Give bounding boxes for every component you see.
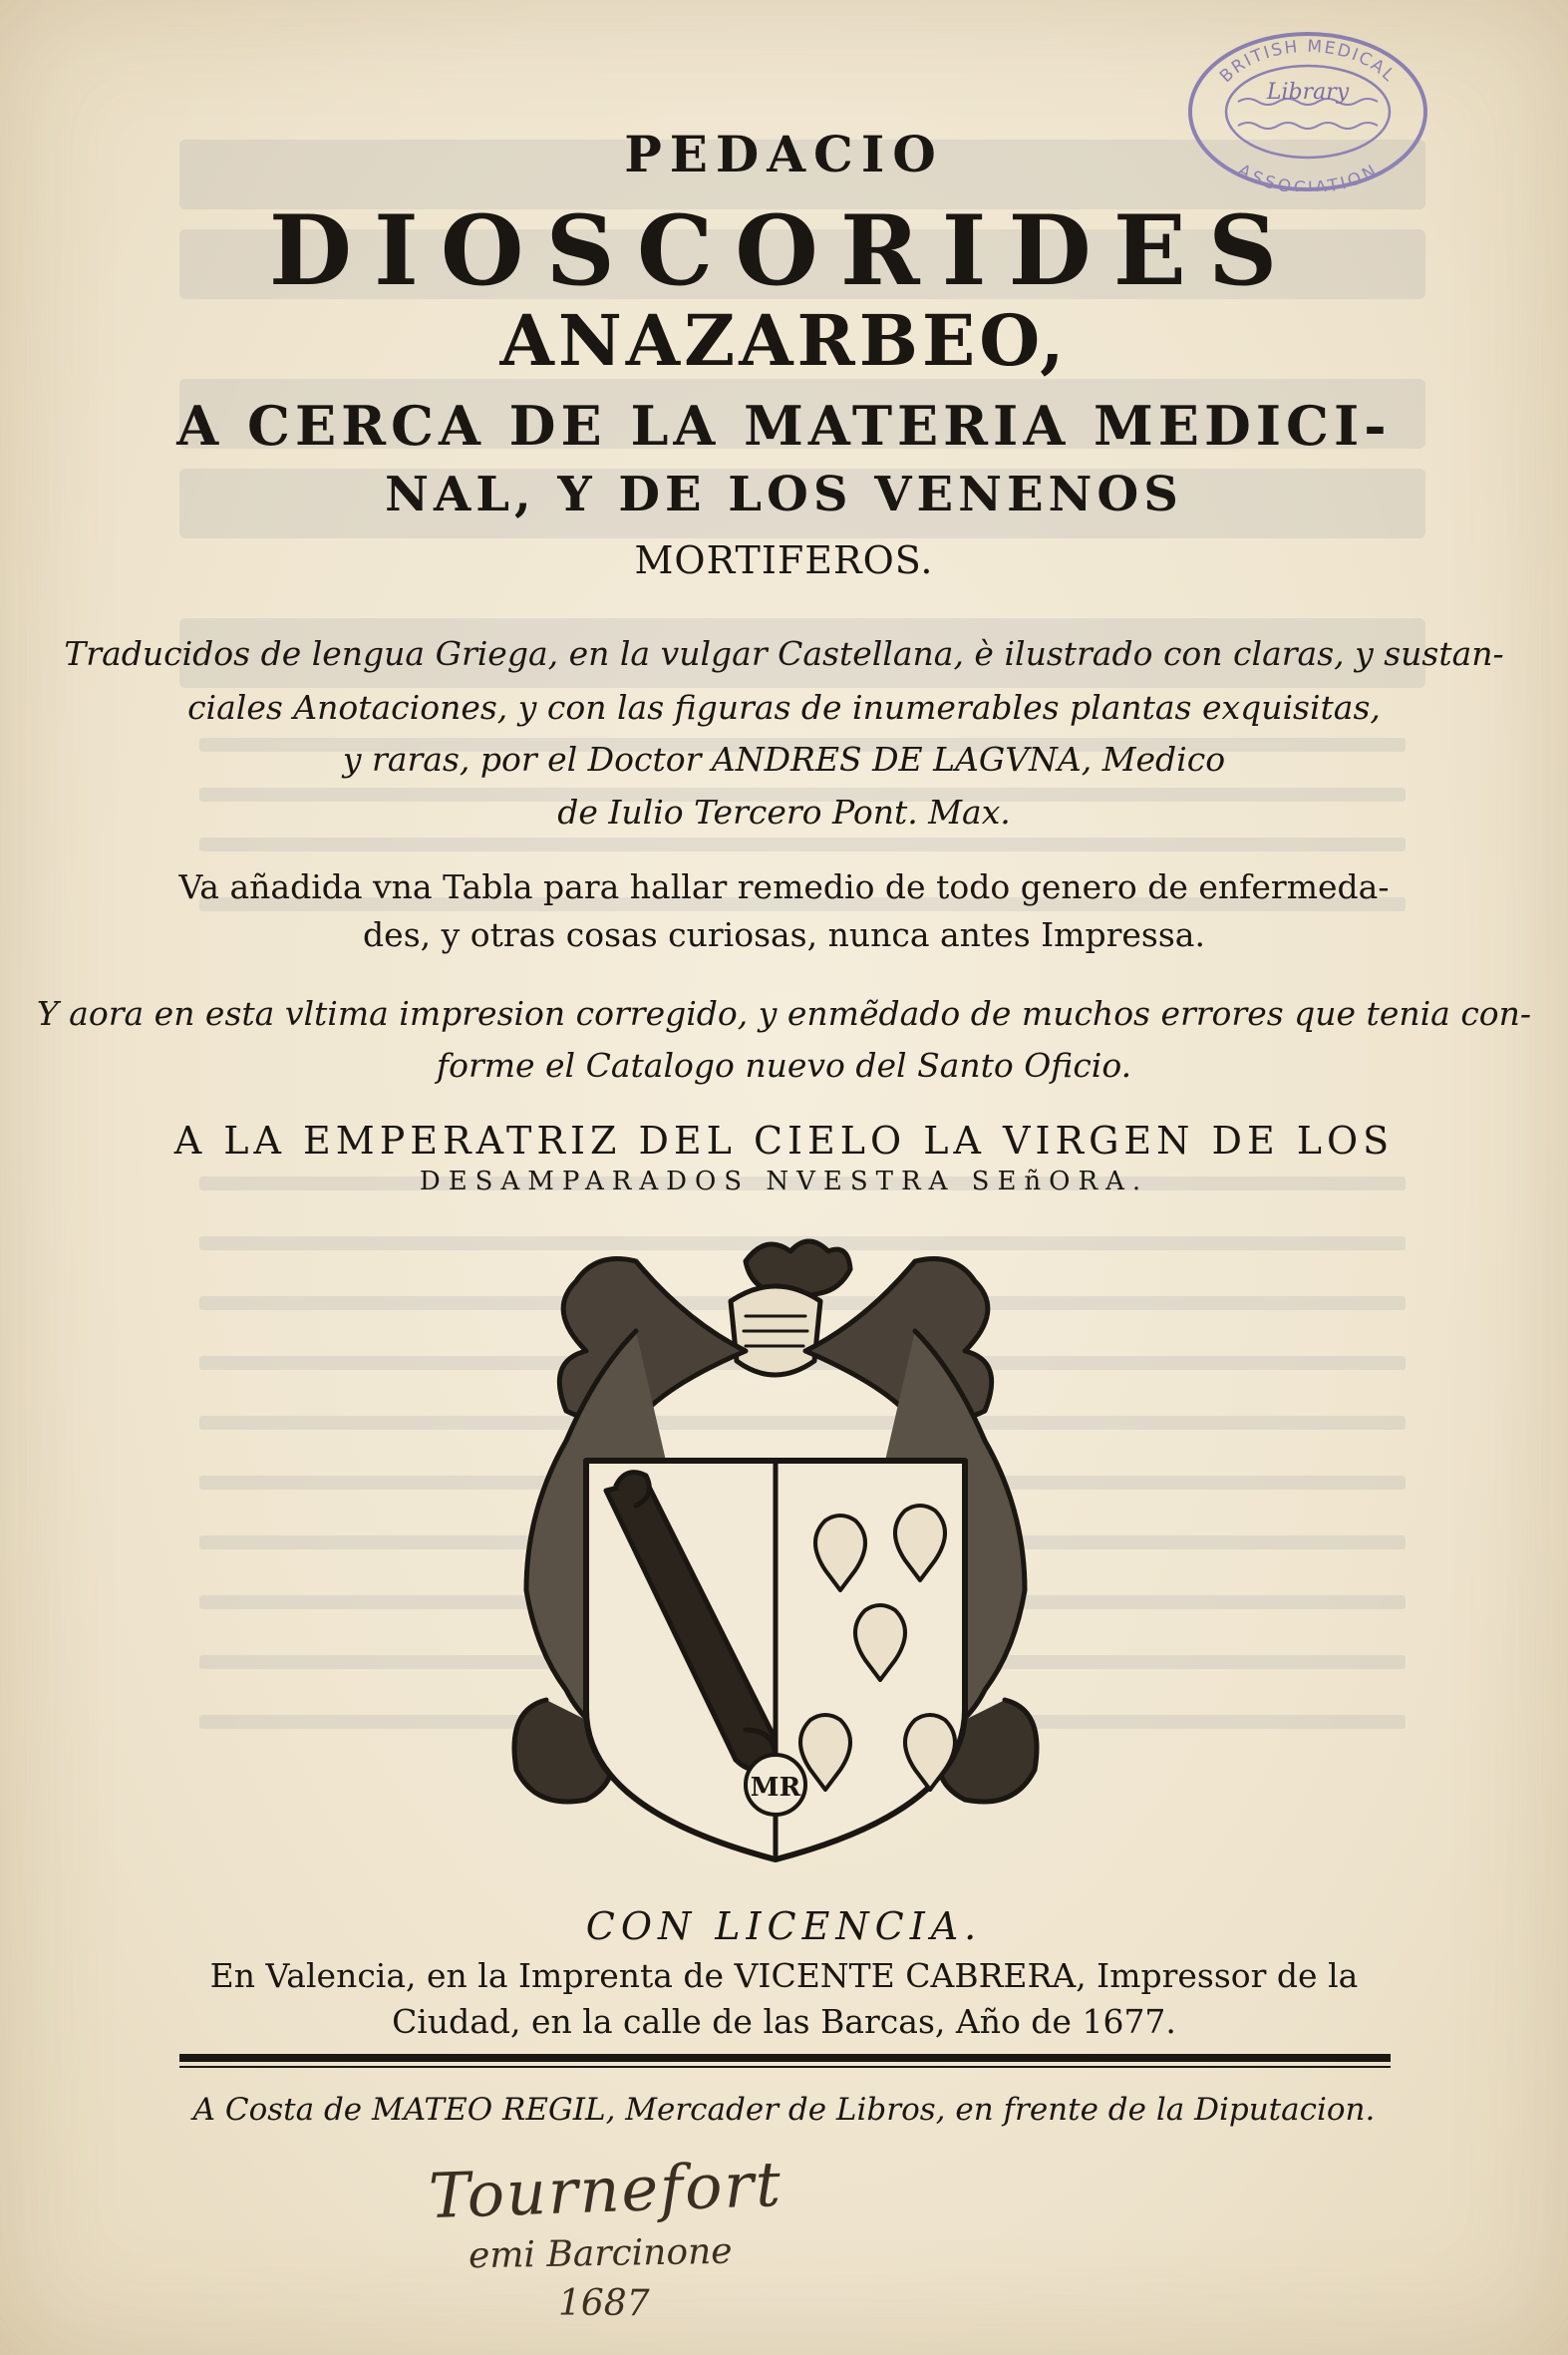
description-line-1: Traducidos de lengua Griega, en la vulgar Castellana, è ilustrado con claras, y sustan- (64, 634, 1504, 673)
divider-rule-thick (179, 2054, 1391, 2062)
handwritten-name: Tournefort (427, 2147, 784, 2233)
addition-line-1: Va añadida vna Tabla para hallar remedio de todo genero de enfermeda- (178, 867, 1390, 906)
handwritten-note: emi Barcinone (468, 2230, 733, 2277)
coat-monogram: MR (750, 1773, 801, 1803)
title-line-5: NAL, Y DE LOS VENENOS (385, 467, 1183, 522)
title-line-1: PEDACIO (624, 125, 944, 183)
imprint-line-2: Ciudad, en la calle de las Barcas, Año de 1677. (392, 2002, 1176, 2041)
title-line-2: DIOSCORIDES (268, 194, 1300, 307)
coat-of-arms (476, 1231, 1075, 1869)
coat-of-arms-woodcut-icon (476, 1231, 1075, 1869)
stamp-bottom-text: ASSOCIATION (1234, 161, 1382, 191)
addition-line-2: des, y otras cosas curiosas, nunca antes Impressa. (363, 915, 1205, 954)
imprint-line-1: En Valencia, en la Imprenta de VICENTE CABRERA, Impressor de la (209, 1956, 1359, 1995)
sponsor-line: A Costa de MATEO REGIL, Mercader de Libros, en frente de la Diputacion. (192, 2092, 1376, 2128)
description-line-4: de Iulio Tercero Pont. Max. (557, 793, 1011, 832)
description-line-2: ciales Anotaciones, y con las figuras de inumerables plantas exquisitas, (187, 688, 1381, 727)
title-line-3: ANAZARBEO, (499, 299, 1069, 382)
divider-rule-thin (179, 2066, 1391, 2068)
dedication-line-1: A LA EMPERATRIZ DEL CIELO LA VIRGEN DE LOS (173, 1119, 1395, 1163)
handwritten-year: 1687 (558, 2283, 650, 2324)
title-line-4: A CERCA DE LA MATERIA MEDICI- (176, 394, 1392, 458)
correction-line-1: Y aora en esta vltima impresion corregido, y enmẽdado de muchos errores que tenia con- (36, 994, 1532, 1033)
stamp-center-text: Library (1266, 80, 1350, 105)
license-line: CON LICENCIA. (585, 1904, 983, 1948)
description-line-3: y raras, por el Doctor ANDRES DE LAGVNA, Medico (342, 740, 1226, 779)
correction-line-2: forme el Catalogo nuevo del Santo Oficio. (436, 1046, 1132, 1085)
stamp-top-text: BRITISH MEDICAL (1216, 36, 1401, 88)
dedication-line-2: DESAMPARADOS NVESTRA SEñORA. (419, 1167, 1149, 1196)
title-line-6: MORTIFEROS. (634, 538, 934, 582)
